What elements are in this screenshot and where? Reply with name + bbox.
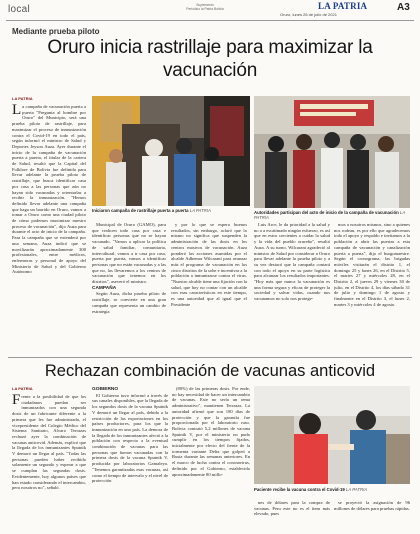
story1-col2-text-b: Según Auza, dicha prueba piloto de rastrillaje, se convierte en una gran campaña que representa un cambio de estrategia — [92, 291, 166, 314]
story1-byline: LA PATRIA — [12, 96, 33, 101]
story-divider — [8, 357, 412, 358]
story2-col2-subhead: GOBIERNO — [92, 387, 119, 392]
story1-col1-text: a campaña de vacunación puerta a puerta "Pregunta al hombre por Oruro" del Municipio, será una prueba piloto de rastrillaje, para maximizar el proceso de inmunización contra el Covid-19 en todo el país, según informó el ministro de Salud y Deportes Jeyson Auza. Ayer durante el inicio de la campaña de vacunación puerta a puerta, el titular de la cartera de Salud, resaltó que la Capital del Folklore de Bolivia fue definida para llevar adelante la prueba piloto de rastrillaje, que busca identificar casa por casa a las personas que aún no hayan sido vacunadas y orientarlas a recibir la inmunización. "Hemos definido llevar adelante una campaña que haga un barrido en Oruro, vamos a tomar a Oruro como una ciudad piloto de cómo podemos maximizar nuestro proceso de vacunación", dijo Auza para durante el acto de inicio de la campaña. Para la campaña que se extenderá por una semana, Auza indicó que se movilizarán aproximadamente 300 profesionales, entre médicos, enfermeras y personal de apoyo del Ministerio de Salud y del Gobierno Autónomo — [12, 104, 86, 275]
photo-vaccination-team — [92, 96, 250, 206]
story1-photo-1 — [92, 96, 250, 206]
story2-col4-text: nes de dólares para la compra de vacunas. Pero este no es el ítem más elevado, pues — [254, 500, 330, 517]
masthead-note-line2: Periódico la Patria Bolivia — [186, 7, 224, 11]
header-divider — [6, 20, 414, 21]
story1-column-5 — [334, 222, 410, 352]
photo-authorities-event — [254, 96, 410, 208]
story1-col2-text: Municipal de Oruro (GAMO), para que realicen todo casa por casa e identificar personas que no se hayan vacunado. "Vamos a aplicar la política de salud familiar, comunitaria, intercultural, vamos a ir casa por casa, puerta por puerta, vamos a identificar personas que no están vacunadas y a las que no, las llevaremos a los centros de vacunación que tenemos en los distritos", aseveró el ministro. — [92, 222, 166, 285]
story2-column-4 — [254, 500, 330, 530]
story2-col2-text: El Gobierno tuvo informó a través de sus canales disponibles, que la llegada de los segundos dosis de la vacuna Sputnik V demoró un llegar al país, debido a la restricción de las exportaciones en los países productores, para los que la inmunización en uno país. La demora de la llegada de los inmunizantes afectó a la población con respecto a la eventual combinación de vacunas para las personas que fueron vacunadas con la primera dosis de la vacuna Sputnik V, producida por laboratorios Gamaleya. "Tenemos garantizadas esas vacunas, así como el tiempo de intervalo y el nivel de protección — [92, 392, 168, 484]
caption-credit: LA PATRIA — [189, 208, 211, 213]
story1-photo2-caption — [254, 210, 410, 220]
paper-date: Oruro, lunes 26 de julio de 2021 — [280, 12, 337, 17]
story1-col3-text: y por lo que se espera buenos resultados, sin embargo, aclaró que lo mismo no significa que suspenden la administración de las dosis en los centros masivos de vacunación. Auza ponderó las acciones asumidas por el alcalde Adhemar Wilcarani para avanzar más el programa de vacunación en los cinco distritos de la urbe e incentivar a la población a inmunizarse contra el virus. "Nuestro alcalde tiene una fijación con la salud, que hoy no contar con un alcalde con esas características en este tiempo, es una autoridad que al igual que el Presidente — [171, 222, 247, 307]
story1-col2-subhead: CAMPAÑA — [92, 285, 117, 291]
story2-col3-text: (80%) de las primeras dosis. Por ende, no hay necesidad de hacer un intercambio de vacunas. Este no sería un tema administrativo", mantienen Terrazas. La autoridad afirmó que son 180 días de protección y que la garantía fue proporcionada por el laboratorio ruso. Bolivia contrató 5,2 millones de vacuna Sputnik V, por el ministerio no pudo cumplir en los tiempos fijados, inicialmente por efecto del frente de la tormenta variante Delta que golpeó a Rusia durante las semanas anteriores. En el marco de lucha contra el coronavirus, definido por el Gobierno, establecido aproximadamente 80 millo- — [172, 386, 250, 477]
caption-credit: LA PATRIA — [345, 487, 368, 492]
story2-photo — [254, 386, 410, 484]
story1-column-2 — [92, 222, 166, 352]
dropcap-l: L — [12, 104, 22, 118]
story2-column-5 — [334, 500, 410, 530]
caption-text: Autoridades participan del acto de inicio de la campaña de vacunación — [254, 210, 399, 215]
story1-col5-text: mos a nosotros mismos, sino a quienes nos rodean, es por ello que agradecemos todo el apoyo y respaldo e invitamos a la población a abrir las puertas a esta campaña de vacunación y canalización puerta a puerta", dijo el burgomaestre. Según el cronograma, las brigadas móviles visitarán el distrito 1, el domingo 25 y lunes 26, en el Distrito 5, el martes 27 y miércoles 28, en el Distrito 2, el jueves 29 y viernes 30 de julio, en el Distrito 4, los días sábado 31 de julio y domingo 1 de agosto y finalmente en el Distrito 3, el lunes 2, martes 3 y miércoles 4 de agosto. — [334, 222, 410, 307]
story2-column-1 — [12, 394, 86, 530]
masthead-note-line1: Suplemento — [196, 3, 214, 7]
caption-text: Iniciaron campaña de rastrillaje puerta a puerta — [92, 208, 189, 213]
story2-headline: Rechazan combinación de vacunas anticovid — [44, 362, 376, 380]
story1-kicker: Mediante prueba piloto — [12, 27, 100, 36]
masthead-note — [170, 3, 240, 11]
caption-text: Paciente recibe la vacuna contra el Covid-19 — [254, 487, 345, 492]
dropcap-f: F — [12, 394, 21, 408]
story2-column-2 — [92, 386, 168, 530]
story1-photo-2 — [254, 96, 410, 208]
story1-photo1-caption — [92, 208, 250, 213]
photo-patient-vaccine — [254, 386, 410, 484]
story1-headline: Oruro inicia rastrillaje para maximizar la vacunación — [47, 37, 373, 81]
story2-col1-text: rente a la posibilidad de que los ciudadanos puedan ser inmunizados con una segunda dosis de un fabricante diferente a la primera que les fue administrada, el vicepresidente del Colegio Médico del Sistema Sanitario, Alvaro Terrazas rechazó ayer la combinación de vacunas anticovid. Además, explicó que la llegada de los inmunizantes Sputnik V demoró un llegar al país. "Todas las personas pueden haber recibido solamente un segundo y esperar a que se cumplan las segundas dosis. Evidentemente, hoy algunos países que han estado considerando el intercambio, pero nosotros no", señaló. — [12, 394, 86, 491]
story1-col4-text: Luis Arce, le da prioridad a la salud y no a a escatimado ningún esfuerzo, es así que en estos crecientes a cuidar la salud y la vida del pueblo orureño", resaltó Auza. A su turno, Wilcarani agradeció al ministro de Salud por considerar a Oruro para llevar adelante la prueba piloto y a su vez destacó que la campaña contará con todo el apoyo en su parte logística para alcanzar los resultados importantes. "Hoy más que nunca la vacunación es una forma segura y eficaz de proteger la sociedad y salvar vidas, cuando nos vacunamos no solo nos protege- — [254, 222, 330, 302]
story1-column-1 — [12, 104, 86, 352]
page-number: A3 — [397, 2, 410, 13]
story2-column-3 — [172, 386, 250, 530]
story2-col5-text: se proyectó la asignación de 96 millones de dólares para pruebas rápidas. — [334, 500, 410, 511]
caption-credit: LA PATRIA — [254, 210, 406, 220]
paper-name: LA PATRIA — [318, 1, 368, 11]
section-label: local — [8, 4, 31, 15]
story1-column-4 — [254, 222, 330, 352]
story1-column-3 — [171, 222, 247, 352]
story2-byline: LA PATRIA — [12, 386, 33, 391]
story2-photo-caption — [254, 487, 410, 492]
page-header — [0, 0, 420, 22]
